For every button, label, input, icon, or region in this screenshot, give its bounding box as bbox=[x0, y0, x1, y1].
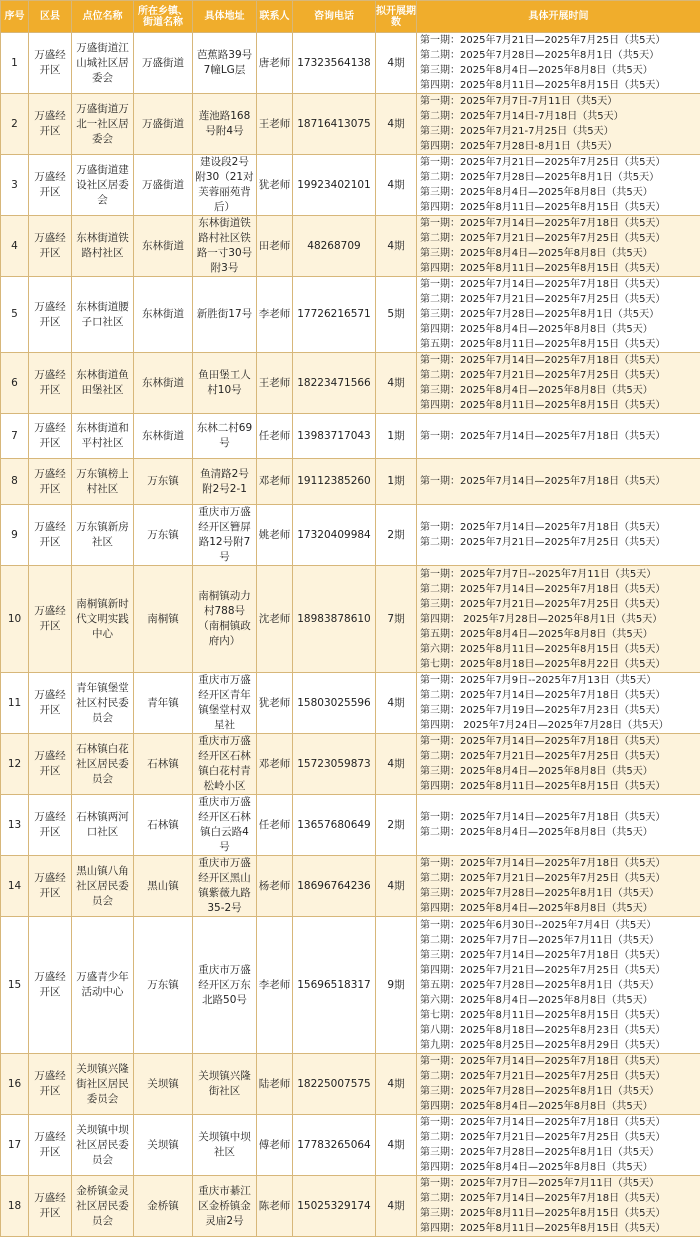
cell-address: 鱼清路2号附2号2-1 bbox=[193, 459, 257, 505]
cell-seq: 12 bbox=[1, 734, 29, 795]
cell-phone: 15025329174 bbox=[293, 1176, 376, 1237]
cell-address: 重庆市万盛经开区黑山镇紫薇九路35-2号 bbox=[193, 856, 257, 917]
cell-address: 新胜街17号 bbox=[193, 277, 257, 353]
cell-site: 万盛街道江山城社区居委会 bbox=[72, 33, 134, 94]
cell-schedule bbox=[417, 33, 700, 94]
cell-site: 关坝镇中坝社区居民委员会 bbox=[72, 1115, 134, 1176]
cell-contact: 李老师 bbox=[257, 277, 293, 353]
schedule-period: 第四期： 2025年7月24日—2025年7月28日（共5天） bbox=[420, 720, 669, 731]
cell-seq: 11 bbox=[1, 673, 29, 734]
cell-schedule bbox=[417, 414, 700, 459]
cell-town: 东林街道 bbox=[134, 353, 193, 414]
cell-district: 万盛经开区 bbox=[29, 33, 72, 94]
schedule-period: 第四期：2025年8月11日—2025年8月15日（共5天） bbox=[420, 1223, 666, 1234]
schedule-period: 第八期：2025年8月18日—2025年8月23日（共5天） bbox=[420, 1024, 666, 1036]
schedule-period: 第四期：2025年8月4日—2025年8月8日（共5天） bbox=[420, 1162, 653, 1173]
cell-phone: 17323564138 bbox=[293, 33, 376, 94]
cell-district: 万盛经开区 bbox=[29, 94, 72, 155]
cell-town: 万东镇 bbox=[134, 459, 193, 505]
schedule-period: 第二期：2025年7月21日—2025年7月25日（共5天） bbox=[420, 1132, 666, 1143]
cell-periods: 4期 bbox=[376, 33, 417, 94]
cell-town: 万盛街道 bbox=[134, 33, 193, 94]
schedule-period: 第一期：2025年7月7日—2025年7月11日（共5天） bbox=[420, 1178, 660, 1189]
cell-district: 万盛经开区 bbox=[29, 795, 72, 856]
schedule-period: 第一期：2025年7月14日—2025年7月18日（共5天） bbox=[420, 279, 666, 290]
cell-seq: 16 bbox=[1, 1054, 29, 1115]
cell-contact: 邓老师 bbox=[257, 734, 293, 795]
cell-phone: 19923402101 bbox=[293, 155, 376, 216]
cell-address: 重庆市万盛经开区石林镇白花村青松岭小区 bbox=[193, 734, 257, 795]
table-header-row bbox=[1, 1, 700, 33]
cell-address: 东林街道铁路村社区铁路一寸30号附3号 bbox=[193, 216, 257, 277]
cell-site: 石林镇白花社区居民委员会 bbox=[72, 734, 134, 795]
header-contact: 联系人 bbox=[257, 1, 293, 33]
cell-phone: 17726216571 bbox=[293, 277, 376, 353]
cell-seq: 14 bbox=[1, 856, 29, 917]
schedule-period: 第一期：2025年7月14日—2025年7月18日（共5天） bbox=[420, 218, 666, 229]
cell-periods: 1期 bbox=[376, 459, 417, 505]
table-row bbox=[1, 216, 700, 277]
schedule-period: 第三期：2025年8月4日—2025年8月8日（共5天） bbox=[420, 65, 653, 76]
cell-district: 万盛经开区 bbox=[29, 505, 72, 566]
cell-seq: 8 bbox=[1, 459, 29, 505]
cell-site: 万盛青少年活动中心 bbox=[72, 917, 134, 1054]
header-district: 区县 bbox=[29, 1, 72, 33]
cell-phone: 19112385260 bbox=[293, 459, 376, 505]
cell-contact: 唐老师 bbox=[257, 33, 293, 94]
schedule-period: 第三期：2025年8月4日—2025年8月8日（共5天） bbox=[420, 385, 653, 396]
cell-seq: 5 bbox=[1, 277, 29, 353]
cell-contact: 任老师 bbox=[257, 795, 293, 856]
cell-periods: 9期 bbox=[376, 917, 417, 1054]
schedule-period: 第一期：2025年7月14日—2025年7月18日（共5天） bbox=[420, 812, 666, 823]
header-town: 所在乡镇、街道名称 bbox=[134, 1, 193, 33]
schedule-period: 第三期：2025年7月21日—2025年7月25日（共5天） bbox=[420, 598, 666, 610]
schedule-period: 第二期：2025年7月14日—2025年7月18日（共5天） bbox=[420, 1193, 666, 1204]
schedule-period: 第三期：2025年8月4日—2025年8月8日（共5天） bbox=[420, 248, 653, 259]
cell-contact: 姚老师 bbox=[257, 505, 293, 566]
cell-town: 关坝镇 bbox=[134, 1115, 193, 1176]
cell-phone: 18696764236 bbox=[293, 856, 376, 917]
cell-seq: 1 bbox=[1, 33, 29, 94]
cell-site: 金桥镇金灵社区居民委员会 bbox=[72, 1176, 134, 1237]
cell-address: 重庆市万盛经开区青年镇堡堂村双星社 bbox=[193, 673, 257, 734]
cell-town: 石林镇 bbox=[134, 734, 193, 795]
cell-site: 黑山镇八角社区居民委员会 bbox=[72, 856, 134, 917]
cell-town: 东林街道 bbox=[134, 414, 193, 459]
cell-schedule bbox=[417, 856, 700, 917]
cell-contact: 李老师 bbox=[257, 917, 293, 1054]
cell-contact: 犹老师 bbox=[257, 673, 293, 734]
cell-periods: 4期 bbox=[376, 155, 417, 216]
schedule-period: 第四期：2025年8月4日—2025年8月8日（共5天） bbox=[420, 324, 653, 335]
cell-district: 万盛经开区 bbox=[29, 155, 72, 216]
schedule-period: 第四期：2025年8月11日—2025年8月15日（共5天） bbox=[420, 400, 666, 411]
cell-district: 万盛经开区 bbox=[29, 277, 72, 353]
schedule-period: 第九期：2025年8月25日—2025年8月29日（共5天） bbox=[420, 1039, 666, 1051]
cell-schedule bbox=[417, 1176, 700, 1237]
cell-town: 南桐镇 bbox=[134, 566, 193, 673]
cell-schedule bbox=[417, 566, 700, 673]
cell-contact: 王老师 bbox=[257, 353, 293, 414]
cell-seq: 4 bbox=[1, 216, 29, 277]
cell-schedule bbox=[417, 917, 700, 1054]
cell-district: 万盛经开区 bbox=[29, 459, 72, 505]
cell-phone: 15803025596 bbox=[293, 673, 376, 734]
header-periods: 拟开展期数 bbox=[376, 1, 417, 33]
cell-town: 东林街道 bbox=[134, 216, 193, 277]
schedule-period: 第一期：2025年7月7日-7月11日（共5天） bbox=[420, 96, 618, 107]
schedule-period: 第四期：2025年7月28日-8月1日（共5天） bbox=[420, 141, 618, 152]
cell-address: 鱼田堡工人村10号 bbox=[193, 353, 257, 414]
table-row bbox=[1, 414, 700, 459]
cell-phone: 18716413075 bbox=[293, 94, 376, 155]
table-row bbox=[1, 459, 700, 505]
cell-address: 建设段2号附30（21对芙蓉丽苑背后） bbox=[193, 155, 257, 216]
cell-contact: 任老师 bbox=[257, 414, 293, 459]
header-site: 点位名称 bbox=[72, 1, 134, 33]
cell-phone: 13983717043 bbox=[293, 414, 376, 459]
cell-town: 万盛街道 bbox=[134, 94, 193, 155]
cell-phone: 18225007575 bbox=[293, 1054, 376, 1115]
cell-periods: 7期 bbox=[376, 566, 417, 673]
cell-town: 万盛街道 bbox=[134, 155, 193, 216]
schedule-period: 第五期：2025年8月4日—2025年8月8日（共5天） bbox=[420, 628, 653, 640]
schedule-period: 第二期：2025年7月21日—2025年7月25日（共5天） bbox=[420, 294, 666, 305]
schedule-period: 第六期：2025年8月11日—2025年8月15日（共5天） bbox=[420, 643, 666, 655]
table-row bbox=[1, 505, 700, 566]
cell-periods: 4期 bbox=[376, 94, 417, 155]
cell-periods: 4期 bbox=[376, 1115, 417, 1176]
cell-site: 东林街道鱼田堡社区 bbox=[72, 353, 134, 414]
schedule-period: 第一期：2025年7月14日—2025年7月18日（共5天） bbox=[420, 522, 666, 533]
cell-phone: 48268709 bbox=[293, 216, 376, 277]
cell-periods: 2期 bbox=[376, 795, 417, 856]
table-row bbox=[1, 1115, 700, 1176]
schedule-period: 第一期：2025年7月7日--2025年7月11日（共5天） bbox=[420, 568, 657, 580]
cell-address: 南桐镇动力村788号（南桐镇政府内） bbox=[193, 566, 257, 673]
cell-district: 万盛经开区 bbox=[29, 1054, 72, 1115]
table-row bbox=[1, 917, 700, 1054]
cell-site: 万盛街道万北一社区居委会 bbox=[72, 94, 134, 155]
cell-address: 重庆市万盛经开区簪屏路12号附7号 bbox=[193, 505, 257, 566]
cell-site: 青年镇堡堂社区村民委员会 bbox=[72, 673, 134, 734]
cell-site: 万东镇榜上村社区 bbox=[72, 459, 134, 505]
schedule-period: 第七期：2025年8月18日—2025年8月22日（共5天） bbox=[420, 658, 666, 670]
schedule-period: 第一期：2025年6月30日--2025年7月4日（共5天） bbox=[420, 919, 657, 931]
cell-phone: 13657680649 bbox=[293, 795, 376, 856]
cell-site: 东林街道腰子口社区 bbox=[72, 277, 134, 353]
cell-periods: 4期 bbox=[376, 673, 417, 734]
cell-address: 重庆市万盛经开区万东北路50号 bbox=[193, 917, 257, 1054]
schedule-period: 第五期：2025年8月11日—2025年8月15日（共5天） bbox=[420, 339, 666, 350]
cell-schedule bbox=[417, 216, 700, 277]
table-row bbox=[1, 566, 700, 673]
cell-town: 青年镇 bbox=[134, 673, 193, 734]
cell-phone: 18223471566 bbox=[293, 353, 376, 414]
cell-periods: 4期 bbox=[376, 1176, 417, 1237]
schedule-period: 第二期：2025年7月21日—2025年7月25日（共5天） bbox=[420, 537, 666, 548]
cell-phone: 17783265064 bbox=[293, 1115, 376, 1176]
table-row bbox=[1, 1054, 700, 1115]
cell-town: 黑山镇 bbox=[134, 856, 193, 917]
schedule-period: 第一期：2025年7月14日—2025年7月18日（共5天） bbox=[420, 476, 666, 487]
cell-address: 关坝镇兴隆街社区 bbox=[193, 1054, 257, 1115]
schedule-period: 第二期：2025年7月21日—2025年7月25日（共5天） bbox=[420, 233, 666, 244]
cell-periods: 4期 bbox=[376, 1054, 417, 1115]
schedule-period: 第三期：2025年7月28日—2025年8月1日（共5天） bbox=[420, 888, 660, 899]
schedule-period: 第三期：2025年8月4日—2025年8月8日（共5天） bbox=[420, 766, 653, 777]
schedule-period: 第二期：2025年7月28日—2025年8月1日（共5天） bbox=[420, 50, 660, 61]
schedule-period: 第四期： 2025年7月28日—2025年8月1日（共5天） bbox=[420, 613, 663, 625]
schedule-period: 第二期：2025年7月14日—2025年7月18日（共5天） bbox=[420, 583, 666, 595]
table-row bbox=[1, 33, 700, 94]
cell-schedule bbox=[417, 1054, 700, 1115]
schedule-period: 第四期：2025年8月11日—2025年8月15日（共5天） bbox=[420, 80, 666, 91]
schedule-period: 第一期：2025年7月14日—2025年7月18日（共5天） bbox=[420, 430, 666, 442]
cell-district: 万盛经开区 bbox=[29, 1176, 72, 1237]
schedule-period: 第三期：2025年7月28日—2025年8月1日（共5天） bbox=[420, 309, 660, 320]
cell-site: 万盛街道建设社区居委会 bbox=[72, 155, 134, 216]
table-row bbox=[1, 673, 700, 734]
cell-district: 万盛经开区 bbox=[29, 673, 72, 734]
schedule-period: 第四期：2025年8月11日—2025年8月15日（共5天） bbox=[420, 781, 666, 792]
schedule-period: 第一期：2025年7月14日—2025年7月18日（共5天） bbox=[420, 355, 666, 366]
schedule-period: 第二期：2025年7月21日—2025年7月25日（共5天） bbox=[420, 1071, 666, 1082]
cell-contact: 田老师 bbox=[257, 216, 293, 277]
schedule-period: 第二期：2025年8月4日—2025年8月8日（共5天） bbox=[420, 827, 653, 838]
schedule-period: 第三期：2025年7月14日—2025年7月18日（共5天） bbox=[420, 949, 666, 961]
cell-phone: 15696518317 bbox=[293, 917, 376, 1054]
cell-schedule bbox=[417, 277, 700, 353]
cell-seq: 15 bbox=[1, 917, 29, 1054]
schedule-period: 第三期：2025年7月28日—2025年8月1日（共5天） bbox=[420, 1086, 660, 1097]
schedule-period: 第三期：2025年7月21-7月25日（共5天） bbox=[420, 126, 614, 137]
cell-town: 东林街道 bbox=[134, 277, 193, 353]
schedule-period: 第一期：2025年7月21日—2025年7月25日（共5天） bbox=[420, 157, 666, 168]
cell-site: 万东镇新房社区 bbox=[72, 505, 134, 566]
schedule-period: 第一期：2025年7月14日—2025年7月18日（共5天） bbox=[420, 858, 666, 869]
schedule-period: 第三期：2025年7月28日—2025年8月1日（共5天） bbox=[420, 1147, 660, 1158]
cell-schedule bbox=[417, 353, 700, 414]
cell-contact: 沈老师 bbox=[257, 566, 293, 673]
schedule-period: 第四期：2025年7月21日—2025年7月25日（共5天） bbox=[420, 964, 666, 976]
cell-seq: 7 bbox=[1, 414, 29, 459]
cell-district: 万盛经开区 bbox=[29, 353, 72, 414]
cell-seq: 3 bbox=[1, 155, 29, 216]
schedule-period: 第四期：2025年8月11日—2025年8月15日（共5天） bbox=[420, 202, 666, 213]
cell-periods: 1期 bbox=[376, 414, 417, 459]
schedule-period: 第二期：2025年7月7日—2025年7月11日（共5天） bbox=[420, 934, 660, 946]
cell-contact: 王老师 bbox=[257, 94, 293, 155]
schedule-period: 第二期：2025年7月21日—2025年7月25日（共5天） bbox=[420, 873, 666, 884]
cell-site: 东林街道铁路村社区 bbox=[72, 216, 134, 277]
cell-seq: 6 bbox=[1, 353, 29, 414]
table-row bbox=[1, 94, 700, 155]
schedule-period: 第四期：2025年8月4日—2025年8月8日（共5天） bbox=[420, 903, 653, 914]
cell-district: 万盛经开区 bbox=[29, 917, 72, 1054]
schedule-period: 第六期：2025年8月4日—2025年8月8日（共5天） bbox=[420, 994, 653, 1006]
cell-periods: 4期 bbox=[376, 216, 417, 277]
cell-site: 南桐镇新时代文明实践中心 bbox=[72, 566, 134, 673]
cell-seq: 2 bbox=[1, 94, 29, 155]
schedule-period: 第一期：2025年7月9日--2025年7月13日（共5天） bbox=[420, 675, 657, 686]
schedule-period: 第一期：2025年7月14日—2025年7月18日（共5天） bbox=[420, 736, 666, 747]
cell-seq: 18 bbox=[1, 1176, 29, 1237]
cell-periods: 2期 bbox=[376, 505, 417, 566]
cell-periods: 5期 bbox=[376, 277, 417, 353]
cell-schedule bbox=[417, 459, 700, 505]
table-row bbox=[1, 353, 700, 414]
cell-site: 东林街道和平村社区 bbox=[72, 414, 134, 459]
cell-schedule bbox=[417, 795, 700, 856]
cell-periods: 4期 bbox=[376, 856, 417, 917]
cell-phone: 18983878610 bbox=[293, 566, 376, 673]
cell-town: 万东镇 bbox=[134, 917, 193, 1054]
cell-contact: 杨老师 bbox=[257, 856, 293, 917]
schedule-period: 第三期：2025年8月4日—2025年8月8日（共5天） bbox=[420, 187, 653, 198]
cell-address: 关坝镇中坝社区 bbox=[193, 1115, 257, 1176]
cell-schedule bbox=[417, 673, 700, 734]
cell-town: 石林镇 bbox=[134, 795, 193, 856]
cell-district: 万盛经开区 bbox=[29, 1115, 72, 1176]
schedule-period: 第七期：2025年8月11日—2025年8月15日（共5天） bbox=[420, 1009, 666, 1021]
cell-town: 关坝镇 bbox=[134, 1054, 193, 1115]
schedule-period: 第四期：2025年8月11日—2025年8月15日（共5天） bbox=[420, 263, 666, 274]
schedule-period: 第四期：2025年8月4日—2025年8月8日（共5天） bbox=[420, 1101, 653, 1112]
cell-site: 石林镇两河口社区 bbox=[72, 795, 134, 856]
schedule-period: 第三期：2025年7月19日—2025年7月23日（共5天） bbox=[420, 705, 666, 716]
schedule-period: 第二期：2025年7月14日—2025年7月18日（共5天） bbox=[420, 690, 666, 701]
cell-schedule bbox=[417, 1115, 700, 1176]
cell-contact: 陆老师 bbox=[257, 1054, 293, 1115]
table-row bbox=[1, 155, 700, 216]
table-body bbox=[1, 33, 700, 1237]
cell-schedule bbox=[417, 94, 700, 155]
cell-contact: 邓老师 bbox=[257, 459, 293, 505]
cell-site: 关坝镇兴隆街社区居民委员会 bbox=[72, 1054, 134, 1115]
cell-periods: 4期 bbox=[376, 734, 417, 795]
cell-contact: 傅老师 bbox=[257, 1115, 293, 1176]
table-row bbox=[1, 1176, 700, 1237]
cell-contact: 陈老师 bbox=[257, 1176, 293, 1237]
cell-district: 万盛经开区 bbox=[29, 566, 72, 673]
schedule-period: 第一期：2025年7月21日—2025年7月25日（共5天） bbox=[420, 35, 666, 46]
cell-town: 万东镇 bbox=[134, 505, 193, 566]
cell-schedule bbox=[417, 734, 700, 795]
header-address: 具体地址 bbox=[193, 1, 257, 33]
cell-seq: 10 bbox=[1, 566, 29, 673]
schedule-period: 第二期：2025年7月21日—2025年7月25日（共5天） bbox=[420, 751, 666, 762]
cell-district: 万盛经开区 bbox=[29, 414, 72, 459]
cell-address: 重庆市綦江区金桥镇金灵庙2号 bbox=[193, 1176, 257, 1237]
cell-phone: 17320409984 bbox=[293, 505, 376, 566]
cell-address: 芭蕉路39号7幢LG层 bbox=[193, 33, 257, 94]
cell-periods: 4期 bbox=[376, 353, 417, 414]
schedule-period: 第三期：2025年8月11日—2025年8月15日（共5天） bbox=[420, 1208, 666, 1219]
cell-contact: 犹老师 bbox=[257, 155, 293, 216]
cell-district: 万盛经开区 bbox=[29, 734, 72, 795]
schedule-period: 第二期：2025年7月28日—2025年8月1日（共5天） bbox=[420, 172, 660, 183]
cell-schedule bbox=[417, 155, 700, 216]
header-seq: 序号 bbox=[1, 1, 29, 33]
cell-schedule bbox=[417, 505, 700, 566]
table-row bbox=[1, 856, 700, 917]
header-schedule: 具体开展时间 bbox=[417, 1, 700, 33]
table-row bbox=[1, 277, 700, 353]
schedule-period: 第一期：2025年7月14日—2025年7月18日（共5天） bbox=[420, 1117, 666, 1128]
cell-address: 东林二村69号 bbox=[193, 414, 257, 459]
schedule-period: 第五期：2025年7月28日—2025年8月1日（共5天） bbox=[420, 979, 660, 991]
schedule-period: 第二期：2025年7月21日—2025年7月25日（共5天） bbox=[420, 370, 666, 381]
cell-district: 万盛经开区 bbox=[29, 856, 72, 917]
schedule-period: 第二期：2025年7月14日-7月18日（共5天） bbox=[420, 111, 624, 122]
cell-town: 金桥镇 bbox=[134, 1176, 193, 1237]
cell-seq: 9 bbox=[1, 505, 29, 566]
table-row bbox=[1, 795, 700, 856]
cell-district: 万盛经开区 bbox=[29, 216, 72, 277]
cell-seq: 13 bbox=[1, 795, 29, 856]
cell-phone: 15723059873 bbox=[293, 734, 376, 795]
schedule-period: 第一期：2025年7月14日—2025年7月18日（共5天） bbox=[420, 1056, 666, 1067]
cell-seq: 17 bbox=[1, 1115, 29, 1176]
table-row bbox=[1, 734, 700, 795]
cell-address: 重庆市万盛经开区石林镇白云路4号 bbox=[193, 795, 257, 856]
cell-address: 莲池路168号附4号 bbox=[193, 94, 257, 155]
header-phone: 咨询电话 bbox=[293, 1, 376, 33]
